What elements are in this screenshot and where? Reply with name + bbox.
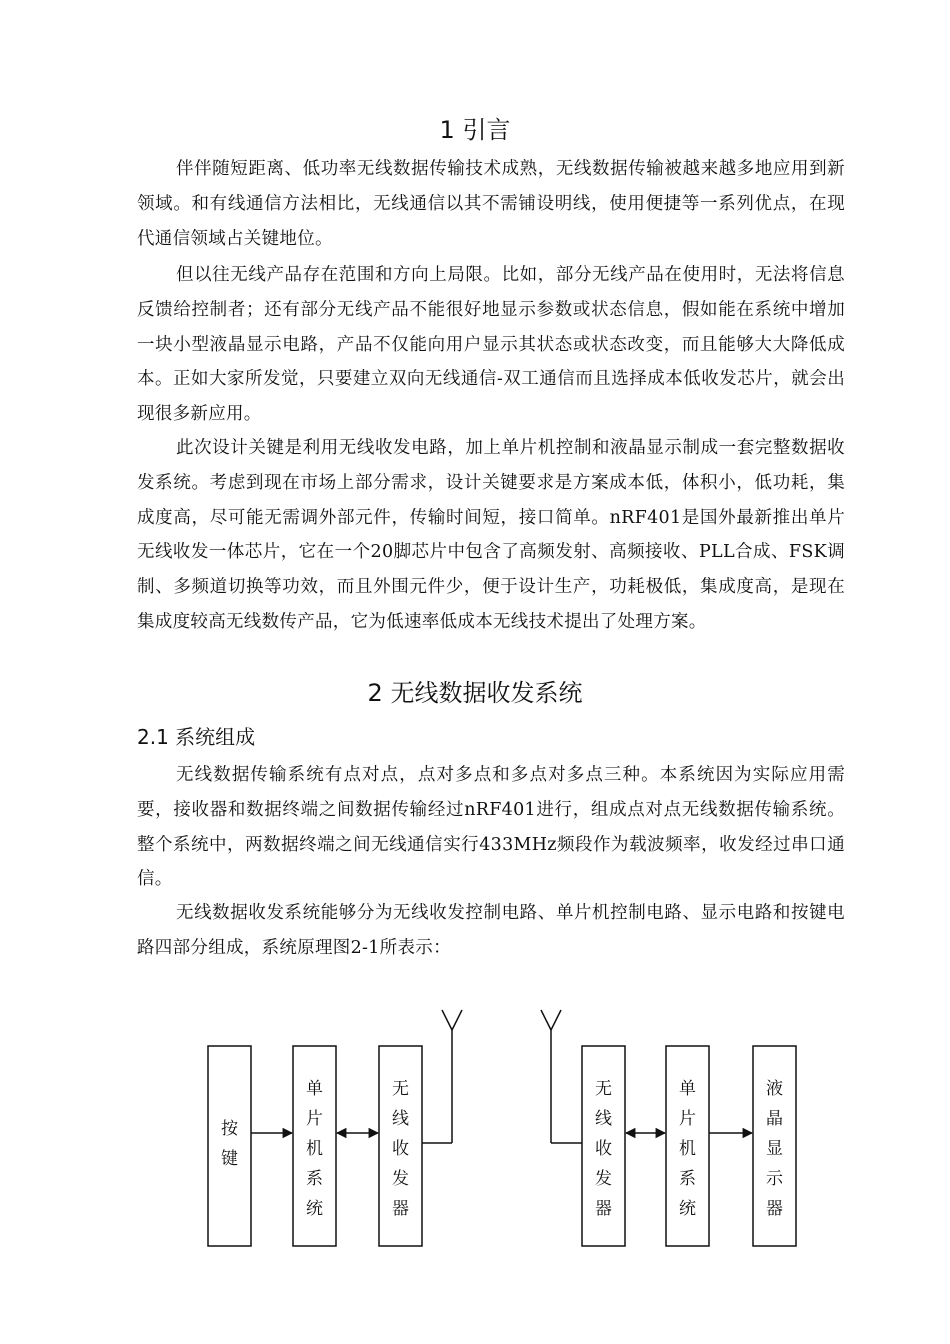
lcd-label-4: 示 xyxy=(766,1169,783,1189)
transceiver-left-label-3: 收 xyxy=(392,1139,409,1159)
keypad-label-1: 按 xyxy=(221,1119,238,1139)
mcu-left-label-3: 机 xyxy=(306,1139,323,1159)
transceiver-right-label-4: 发 xyxy=(595,1169,612,1189)
transceiver-right-label-5: 器 xyxy=(595,1199,612,1219)
section1-paragraph-3: 此次设计关键是利用无线收发电路，加上单片机控制和液晶显示制成一套完整数据收发系统。考虑到现在市场上部分需求，设计关键要求是方案成本低，体积小，低功耗，集成度高，尽可能无需调外部元件，传输时间短，接口简单。nRF401是国外最新推出单片无线收发一体芯片，它在一个20脚芯片中包含了高频发射、高频接收、PLL合成、FSK调制、多频道切换等功效，而且外围元件少，便于设计生产，功耗极低，集成度高，是现在集成度较高无线数传产品，它为低速率低成本无线技术提出了处理方案。 xyxy=(137,438,845,632)
mcu-right-label-1: 单 xyxy=(679,1079,696,1099)
mcu-left-label-4: 系 xyxy=(306,1169,323,1189)
mcu-right-label-3: 机 xyxy=(679,1139,696,1159)
mcu-right-label-4: 系 xyxy=(679,1169,696,1189)
transceiver-right-label-1: 无 xyxy=(595,1079,612,1099)
transceiver-left-label-1: 无 xyxy=(392,1079,409,1099)
keypad-box xyxy=(208,1046,251,1246)
lcd-label-5: 器 xyxy=(766,1199,783,1219)
transceiver-left-label-5: 器 xyxy=(392,1199,409,1219)
mcu-left-label-5: 统 xyxy=(306,1199,323,1219)
section2-paragraph-2: 无线数据收发系统能够分为无线收发控制电路、单片机控制电路、显示电路和按键电路四部分组成，系统原理图2-1所表示： xyxy=(137,903,845,958)
transceiver-left-label-2: 线 xyxy=(392,1109,409,1129)
antenna-right xyxy=(541,1010,582,1143)
system-block-diagram xyxy=(0,1000,950,1260)
section1-heading: 1 引言 xyxy=(439,116,511,144)
keypad-label-2: 键 xyxy=(221,1149,238,1169)
antenna-left xyxy=(422,1010,462,1143)
mcu-left-label-2: 片 xyxy=(306,1109,323,1129)
lcd-label-2: 晶 xyxy=(766,1109,783,1129)
section2-heading: 2 无线数据收发系统 xyxy=(367,679,583,707)
section1-paragraph-1: 伴伴随短距离、低功率无线数据传输技术成熟，无线数据传输被越来越多地应用到新领域。和有线通信方法相比，无线通信以其不需铺设明线，使用便捷等一系列优点，在现代通信领域占关键地位。 xyxy=(137,159,845,249)
mcu-right-label-2: 片 xyxy=(679,1109,696,1129)
subsection-2-1-heading: 2.1 系统组成 xyxy=(137,725,256,749)
transceiver-right-label-2: 线 xyxy=(595,1109,612,1129)
lcd-label-3: 显 xyxy=(766,1139,783,1159)
lcd-label-1: 液 xyxy=(766,1079,783,1099)
section1-paragraph-2: 但以往无线产品存在范围和方向上局限。比如，部分无线产品在使用时，无法将信息反馈给控制者；还有部分无线产品不能很好地显示参数或状态信息，假如能在系统中增加一块小型液晶显示电路，产品不仅能向用户显示其状态或状态改变，而且能够大大降低成本。正如大家所发觉，只要建立双向无线通信-双工通信而且选择成本低收发芯片，就会出现很多新应用。 xyxy=(137,265,845,425)
mcu-left-label-1: 单 xyxy=(306,1079,323,1099)
transceiver-right-label-3: 收 xyxy=(595,1139,612,1159)
transceiver-left-label-4: 发 xyxy=(392,1169,409,1189)
mcu-right-label-5: 统 xyxy=(679,1199,696,1219)
section2-paragraph-1: 无线数据传输系统有点对点，点对多点和多点对多点三种。本系统因为实际应用需要，接收器和数据终端之间数据传输经过nRF401进行，组成点对点无线数据传输系统。整个系统中，两数据终端之间无线通信实行433MHz频段作为载波频率，收发经过串口通信。 xyxy=(137,765,845,890)
